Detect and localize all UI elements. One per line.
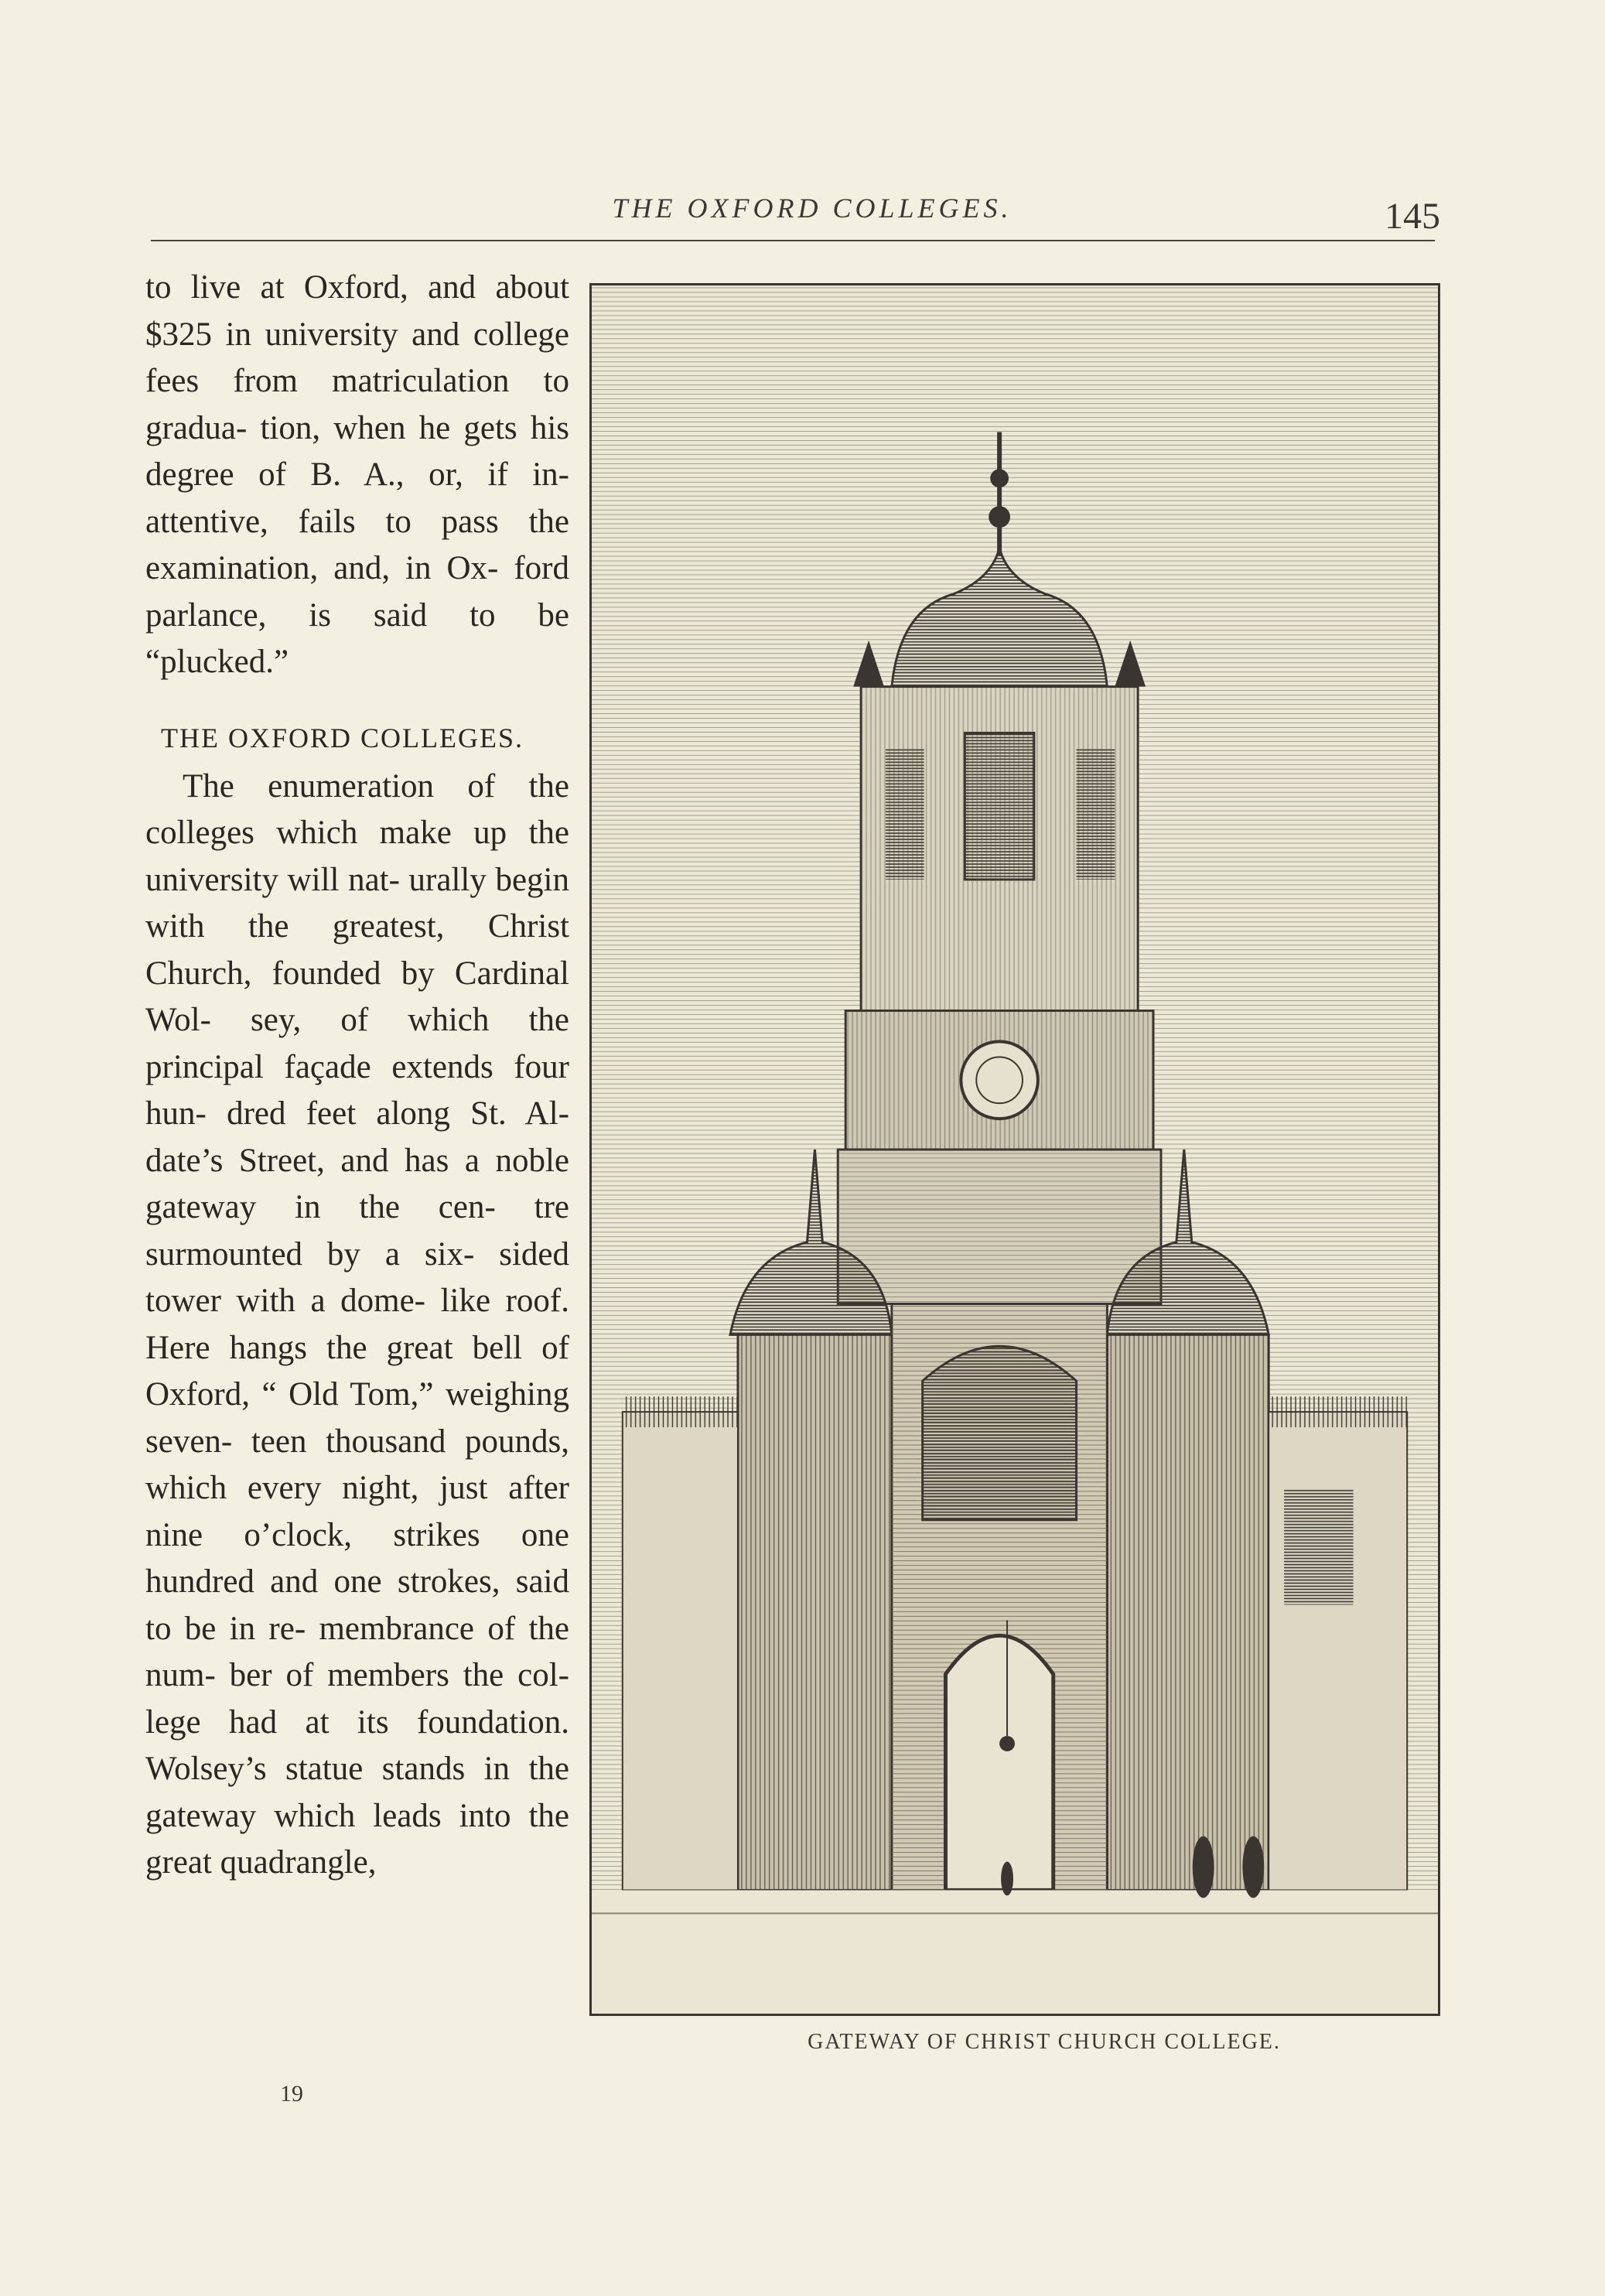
running-title: THE OXFORD COLLEGES. xyxy=(612,193,1013,224)
paragraph-fees: to live at Oxford, and about $325 in university and college fees from matriculation to gradua- tion, when he gets his degree of B. A., or, if in- attentive, fails to pass the examination, and, in Ox- ford parlance, is said to be “plucked.” xyxy=(145,269,569,680)
header-rule xyxy=(151,240,1435,241)
paragraph-colleges: The enumeration of the colleges which make up the university will nat- urally begin with the greatest, Christ Church, founded by Cardinal Wol- sey, of which the principal façade extends four hun- dred feet along St. Al- date’s Street, and has a noble gateway in the cen- tre surmounted by a six- sided tower with a dome- like roof. Here hangs the great bell of Oxford, “ Old Tom,” weighing seven- teen thousand pounds, which every night, just after nine o’clock, strikes one hundred and one strokes, said to be in re- membrance of the num- ber of members the col- lege had at its foundation. Wolsey’s statue stands in the gateway which leads into the great quadrangle, xyxy=(145,767,569,1881)
engraving-figure xyxy=(589,283,1440,2016)
gateway-engraving-illustration xyxy=(592,285,1438,2014)
text-column xyxy=(145,265,569,1887)
section-heading: THE OXFORD COLLEGES. xyxy=(161,722,524,753)
figure-caption: GATEWAY OF CHRIST CHURCH COLLEGE. xyxy=(808,2030,1281,2054)
page-number: 145 xyxy=(1385,196,1440,237)
signature-mark: 19 xyxy=(280,2081,303,2106)
